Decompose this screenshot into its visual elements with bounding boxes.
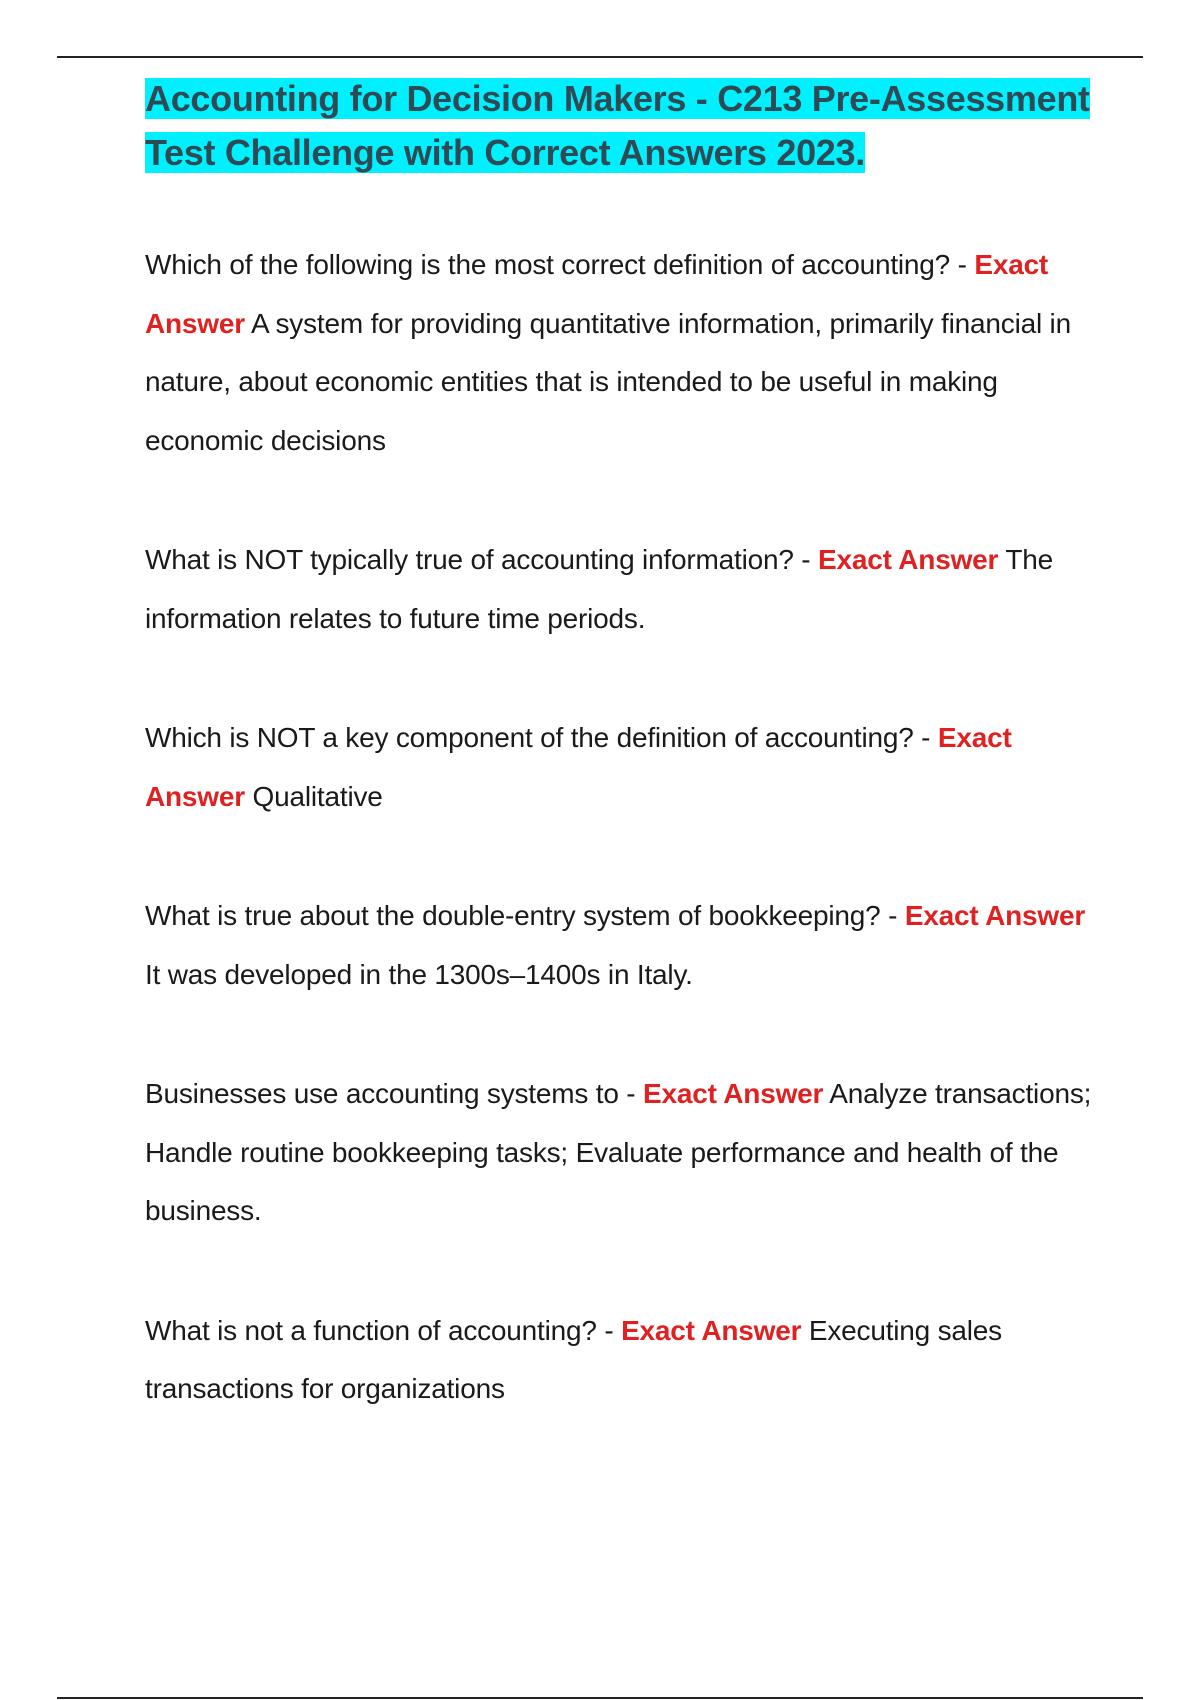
answer-text: A system for providing quantitative information, primarily financial in nature, about economic entities that is intended to be useful in making economic decisions <box>145 307 1071 456</box>
qa-item <box>145 1065 1095 1241</box>
answer-label: Exact Answer <box>145 722 1012 812</box>
question-text: What is NOT typically true of accounting information? - <box>145 544 811 575</box>
qa-item <box>145 709 1095 826</box>
answer-label: Exact Answer <box>904 900 1086 931</box>
answer-text: Executing sales transactions for organizations <box>145 1314 1002 1404</box>
answer-label: Exact Answer <box>621 1314 802 1346</box>
answer-label: Exact Answer <box>818 544 999 575</box>
question-text: Businesses use accounting systems to - <box>145 1078 636 1109</box>
document-title <box>145 72 1095 180</box>
answer-text: Analyze transactions; Handle routine bookkeeping tasks; Evaluate performance and health of the business. <box>145 1078 1092 1226</box>
answer-text: Qualitative <box>252 780 383 812</box>
answer-text: It was developed in the 1300s–1400s in Italy. <box>145 958 693 990</box>
question-text: Which of the following is the most correct definition of accounting? - <box>145 249 967 280</box>
bottom-rule <box>57 1697 1143 1699</box>
answer-label: Exact Answer <box>643 1078 824 1109</box>
question-text: Which is NOT a key component of the definition of accounting? - <box>145 722 931 753</box>
answer-text: The information relates to future time periods. <box>145 544 1053 634</box>
qa-item <box>145 531 1095 648</box>
document-title-highlight: Accounting for Decision Makers - C213 Pre-Assessment Test Challenge with Correct Answers 2023. <box>145 78 1090 173</box>
qa-item <box>145 236 1095 470</box>
answer-label: Exact Answer <box>145 249 1049 339</box>
document-page <box>145 72 1095 1480</box>
question-text: What is true about the double-entry system of bookkeeping? - <box>145 900 898 931</box>
qa-item <box>145 1302 1095 1419</box>
qa-item <box>145 887 1095 1004</box>
top-rule <box>57 56 1143 58</box>
question-text: What is not a function of accounting? - <box>145 1314 614 1346</box>
qa-list <box>145 236 1095 1419</box>
